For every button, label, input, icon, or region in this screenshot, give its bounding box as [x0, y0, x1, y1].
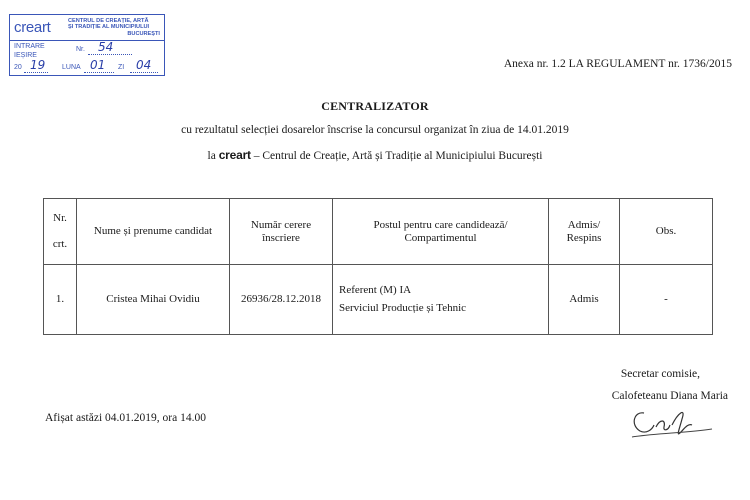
cell-nr: 1. [44, 265, 77, 335]
header-status-line2: Respins [566, 231, 602, 244]
document-title: CENTRALIZATOR [321, 99, 429, 113]
cell-obs: - [620, 265, 713, 335]
stamp-nr-line [88, 54, 132, 55]
secretary-name: Calofeteanu Diana Maria [611, 390, 728, 402]
stamp-month-line [84, 72, 114, 73]
stamp-institution [68, 18, 164, 37]
stamp-month-value: 01 [90, 58, 106, 72]
posted-date: Afișat astăzi 04.01.2019, ora 14.00 [45, 412, 206, 424]
stamp-entry-label: INTRARE [14, 43, 45, 50]
stamp-month-label: LUNA [62, 64, 81, 71]
stamp-nr-label: Nr. [76, 46, 85, 53]
table-row [44, 265, 713, 335]
header-name: Nume și prenume candidat [77, 199, 230, 265]
cell-post-department: Serviciul Producție și Tehnic [339, 302, 467, 314]
header-nr-line2: crt. [52, 238, 68, 250]
header-status-line1: Admis/ [567, 218, 601, 231]
cell-request: 26936/28.12.2018 [230, 265, 333, 335]
institution-name: – Centrul de Creație, Artă și Tradiție al Municipiului București [253, 150, 543, 162]
header-status [549, 199, 620, 265]
header-request-line1: Număr cerere [250, 218, 312, 231]
stamp-divider [10, 40, 164, 41]
stamp-nr-value: 54 [98, 40, 114, 54]
stamp-day-value: 04 [136, 58, 152, 72]
stamp-year-prefix: 20 [14, 64, 22, 71]
header-post [333, 199, 549, 265]
annex-reference: Anexa nr. 1.2 LA REGULAMENT nr. 1736/2015 [503, 58, 732, 70]
stamp-year-value: 19 [30, 58, 46, 72]
institution-prefix: la [207, 150, 216, 162]
stamp-day-label: ZI [118, 64, 125, 71]
signature-mark [626, 403, 716, 441]
stamp-institution-line2: ȘI TRADIȚIE AL MUNICIPIULUI [68, 24, 150, 31]
stamp-brand: creart [14, 19, 51, 36]
header-obs: Obs. [620, 199, 713, 265]
header-nr [44, 199, 77, 265]
header-request [230, 199, 333, 265]
document-subtitle: cu rezultatul selecției dosarelor înscrise la concursul organizat în ziua de 14.01.2019 [181, 124, 569, 136]
stamp-exit-label: IEȘIRE [14, 52, 37, 59]
cell-name: Cristea Mihai Ovidiu [77, 265, 230, 335]
secretary-label: Secretar comisie, [620, 368, 700, 380]
stamp-institution-line1: CENTRUL DE CREAȚIE, ARTĂ [68, 18, 149, 24]
header-nr-line1: Nr. [53, 212, 67, 224]
table-header-row [44, 199, 713, 265]
stamp-day-line [130, 72, 158, 73]
creart-logo: creart [218, 148, 251, 162]
cell-post [333, 265, 549, 335]
header-post-line2: Compartimentul [404, 231, 477, 244]
header-post-line1: Postul pentru care candidează/ [373, 218, 508, 231]
stamp-institution-line3: BUCUREȘTI [127, 30, 160, 37]
results-table [43, 198, 713, 335]
stamp-year-line [24, 72, 48, 73]
document-institution-line [0, 148, 750, 162]
header-request-line2: înscriere [262, 231, 300, 244]
cell-status: Admis [549, 265, 620, 335]
cell-post-title: Referent (M) IA [339, 284, 412, 296]
registration-stamp [9, 14, 165, 76]
